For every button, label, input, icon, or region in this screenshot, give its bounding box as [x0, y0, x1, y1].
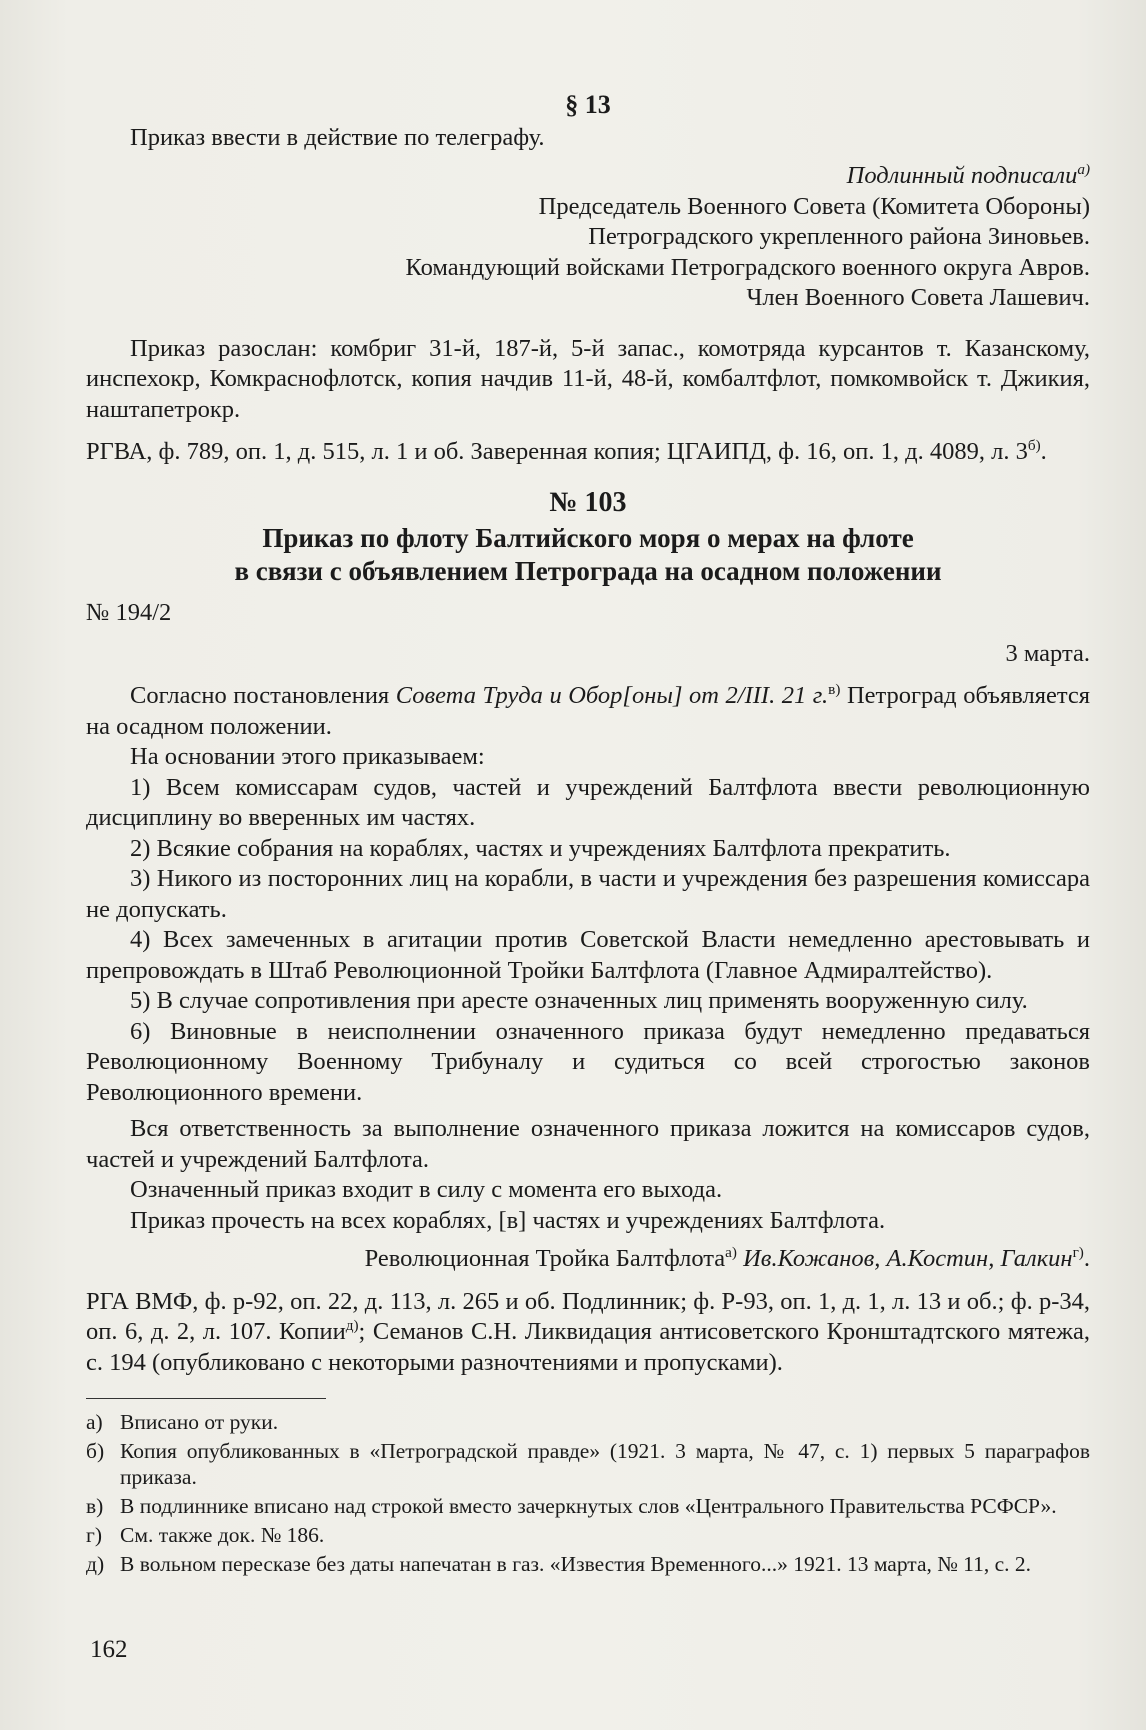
footnote: в) В подлиннике вписано над строкой вместо зачеркнутых слов «Центрального Правительства РСФСР». — [86, 1494, 1057, 1518]
page-number: 162 — [90, 1636, 128, 1663]
order-line: Приказ ввести в действие по телеграфу. — [130, 123, 545, 151]
document-source: РГА ВМФ, ф. р-92, оп. 22, д. 113, л. 265 и об. Подлинник; ф. Р-93, оп. 1, д. 1, л. 13 и об.; ф. р-34, оп. 6, д. 2, л. 107. Копии$^{д)}$; Семанов С.Н. Ликвидация антисоветского Кронштадтского мятежа, с. 194 (опубликовано с некоторыми разночтениями и пропусками). — [86, 1287, 1090, 1376]
responsibility-paragraph: Вся ответственность за выполнение означенного приказа ложится на комиссаров судов, частей и учреждений Балтфлота. — [86, 1115, 1090, 1173]
footnote: а) Вписано от руки. — [86, 1410, 279, 1434]
section-heading: § 13 — [565, 90, 611, 119]
order-item: 4) Всех замеченных в агитации против Советской Власти немедленно арестовывать и препровождать в Штаб Революционной Тройки Балтфлота (Главное Адмиралтейство). — [86, 926, 1090, 984]
signature-line: Председатель Военного Совета (Комитета Обороны) — [538, 192, 1090, 220]
footnote: д) В вольном пересказе без даты напечатан в газ. «Известия Временного...» 1921. 13 марта, № 11, с. 2. — [86, 1552, 1032, 1576]
order-item: 5) В случае сопротивления при аресте означенных лиц применять вооруженную силу. — [130, 987, 1028, 1014]
document-title-line: в связи с объявлением Петрограда на осадном положении — [234, 556, 942, 586]
document-title-line: Приказ по флоту Балтийского моря о мерах на флоте — [262, 523, 914, 553]
order-item: 1) Всем комиссарам судов, частей и учреждений Балтфлота ввести революционную дисциплину во вверенных им частях. — [86, 773, 1090, 831]
footnote: б) Копия опубликованных в «Петроградской правде» (1921. 3 марта, № 47, с. 1) первых 5 параграфов приказа. — [86, 1439, 1090, 1489]
footnote: г) См. также док. № 186. — [86, 1523, 325, 1547]
archive-source: РГВА, ф. 789, оп. 1, д. 515, л. 1 и об. Заверенная копия; ЦГАИПД, ф. 16, оп. 1, д. 4089, л. $3^{б)}$. — [86, 436, 1047, 465]
intro-paragraph: Согласно постановления Совета Труда и Обор[оны] от 2/III. 21 г.$^{в)}$ Петроград объявляется на осадном положении. — [86, 680, 1091, 740]
order-date: 3 марта. — [1005, 639, 1090, 667]
troika-signature: Революционная Тройка Балтфлота$^{а)}$ Ив.Кожанов, А.Костин, Галкин$^{г)}$. — [364, 1243, 1090, 1272]
order-item: 6) Виновные в неисполнении означенного приказа будут немедленно предаваться Революционному Военному Трибуналу и судиться со всей строгостью законов Революционного времени. — [86, 1017, 1090, 1106]
distribution-list: Приказ разослан: комбриг 31-й, 187-й, 5-й запас., комотряда курсантов т. Казанскому, инспехокр, Комкраснофлотск, копия начдив 11-й, 48-й, комбалтфлот, помкомвойск т. Джикия, наштапетрокр. — [86, 334, 1090, 423]
document-number: № 103 — [549, 486, 627, 518]
signed-note: Подлинный подписали$^{а)}$ — [846, 160, 1090, 189]
signature-line: Командующий войсками Петроградского военного округа Авров. — [405, 253, 1090, 281]
order-item: 2) Всякие собрания на кораблях, частях и учреждениях Балтфлота прекратить. — [130, 834, 951, 862]
footnote-divider — [86, 1398, 326, 1399]
page-content — [86, 84, 1090, 1580]
effective-line: Означенный приказ входит в силу с момента его выхода. — [130, 1176, 723, 1203]
signature-line: Член Военного Совета Лашевич. — [746, 284, 1090, 311]
basis-line: На основании этого приказываем: — [130, 743, 485, 770]
order-number: № 194/2 — [86, 599, 172, 626]
signature-line: Петроградского укрепленного района Зиновьев. — [588, 223, 1090, 250]
read-line: Приказ прочесть на всех кораблях, [в] частях и учреждениях Балтфлота. — [130, 1206, 886, 1234]
order-item: 3) Никого из посторонних лиц на корабли, в части и учреждения без разрешения комиссара не допускать. — [86, 865, 1090, 923]
